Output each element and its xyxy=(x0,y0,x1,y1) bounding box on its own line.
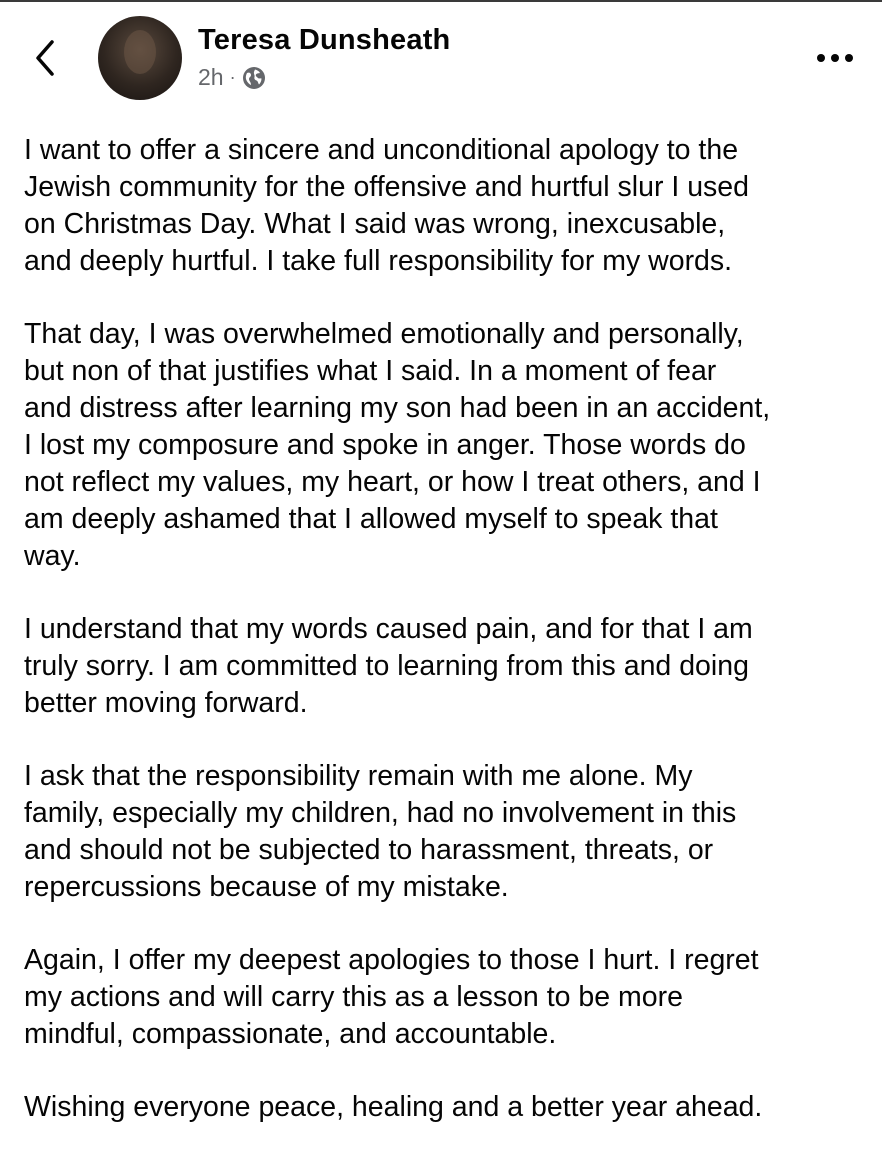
author-name[interactable]: Teresa Dunsheath xyxy=(198,24,451,56)
globe-icon[interactable] xyxy=(242,66,266,90)
post-paragraph-6: Wishing everyone peace, healing and a better year ahead. xyxy=(24,1091,763,1123)
post-body xyxy=(24,132,874,1162)
avatar[interactable] xyxy=(98,16,182,100)
post-paragraph-3: I understand that my words caused pain, and for that I am truly sorry. I am committed to learning from this and doing better moving forward. xyxy=(24,613,753,719)
post-paragraph-2: That day, I was overwhelmed emotionally and personally, but non of that justifies what I said. In a moment of fear and distress after learning my son had been in an accident, I lost my composure and spoke in anger. Those words do not reflect my values, my heart, or how I treat others, and I am deeply ashamed that I allowed myself to speak that way. xyxy=(24,318,771,572)
back-button[interactable] xyxy=(30,38,64,78)
post-header xyxy=(0,2,882,112)
more-options-button[interactable] xyxy=(812,46,858,70)
post-timestamp[interactable]: 2h xyxy=(198,64,224,90)
post-paragraph-1: I want to offer a sincere and unconditional apology to the Jewish community for the offensive and hurtful slur I used on Christmas Day. What I said was wrong, inexcusable, and deeply hurtful. I take full responsibility for my words. xyxy=(24,134,749,277)
chevron-left-icon xyxy=(30,38,64,78)
post-meta xyxy=(198,64,266,91)
meta-separator: · xyxy=(229,67,236,87)
post-paragraph-5: Again, I offer my deepest apologies to those I hurt. I regret my actions and will carry this as a lesson to be more mindful, compassionate, and accountable. xyxy=(24,944,759,1050)
more-dots-icon xyxy=(812,46,858,70)
post-paragraph-4: I ask that the responsibility remain with me alone. My family, especially my children, had no involvement in this and should not be subjected to harassment, threats, or repercussions because of my mistake. xyxy=(24,760,737,903)
avatar-photo xyxy=(124,30,156,74)
